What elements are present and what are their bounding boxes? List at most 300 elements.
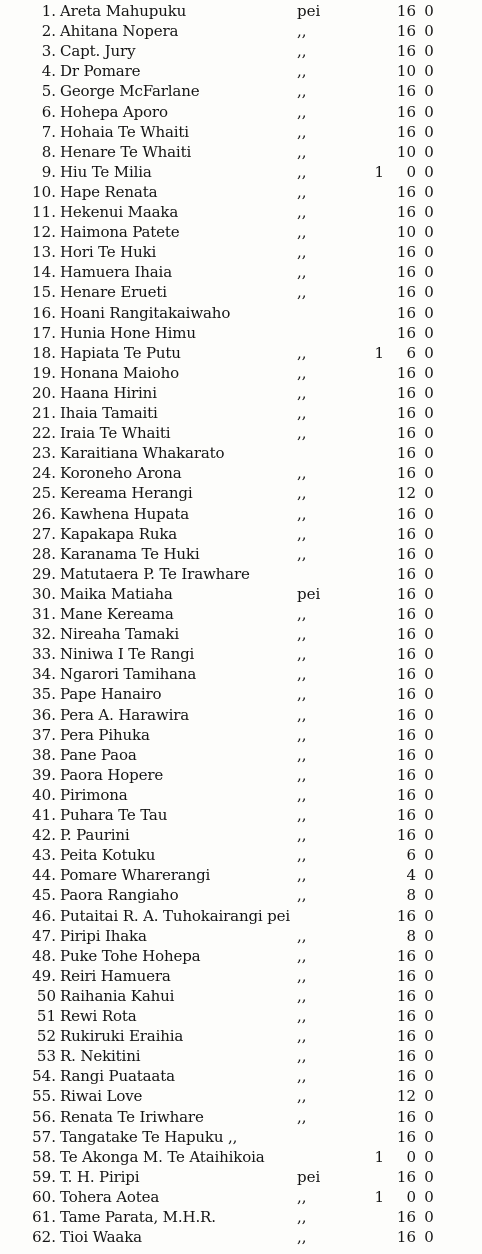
- subscriber-name: Paora Rangiaho: [60, 886, 179, 905]
- amount-shillings: 6: [406, 343, 416, 362]
- list-row: [0, 222, 482, 242]
- amount-pence: 0: [424, 584, 434, 603]
- subscriber-name: Hamuera Ihaia: [60, 263, 172, 282]
- list-row: [0, 262, 482, 282]
- amount-shillings: 4: [406, 866, 416, 885]
- list-row: [0, 1026, 482, 1046]
- ditto-mark: ,,: [297, 404, 307, 422]
- subscriber-name: Pomare Wharerangi: [60, 866, 211, 885]
- list-row: [0, 343, 482, 363]
- entry-number: 4.: [41, 62, 56, 81]
- entry-number: 52: [36, 1027, 56, 1046]
- list-row: [0, 684, 482, 704]
- amount-shillings: 16: [396, 826, 416, 845]
- amount-shillings: 16: [396, 363, 416, 382]
- subscriber-name: Hiu Te Milia: [60, 162, 152, 181]
- ditto-mark: ,,: [297, 524, 307, 543]
- subscriber-name: Tioi Waaka: [60, 1228, 142, 1247]
- list-row: [0, 1086, 482, 1106]
- ditto-mark: ,,: [297, 785, 307, 804]
- ditto-mark: ,,: [297, 725, 307, 744]
- amount-shillings: 16: [396, 645, 416, 664]
- amount-shillings: 10: [396, 142, 416, 161]
- list-row: [0, 1127, 482, 1147]
- list-row: [0, 946, 482, 966]
- ditto-mark: ,,: [297, 1228, 307, 1247]
- entry-number: 7.: [41, 122, 56, 141]
- ditto-mark: ,,: [297, 484, 307, 503]
- amount-pence: 0: [424, 966, 434, 985]
- entry-number: 46.: [32, 906, 56, 925]
- ditto-mark: ,,: [297, 946, 307, 965]
- list-row: [0, 122, 482, 142]
- ditto-mark: ,,: [297, 966, 307, 985]
- list-row: [0, 483, 482, 503]
- list-row: [0, 443, 482, 463]
- list-row: [0, 61, 482, 81]
- subscriber-name: Matutaera P. Te Irawhare: [60, 564, 250, 583]
- amount-shillings: 16: [396, 745, 416, 764]
- list-row: [0, 966, 482, 986]
- entry-number: 54.: [32, 1067, 56, 1086]
- subscriber-name: Haana Hirini: [60, 383, 157, 402]
- amount-shillings: 12: [396, 484, 416, 503]
- subscriber-name: Raihania Kahui: [60, 986, 175, 1005]
- amount-pence: 0: [424, 1007, 434, 1025]
- amount-shillings: 16: [396, 1208, 416, 1226]
- entry-number: 61.: [32, 1208, 56, 1226]
- ditto-mark: ,,: [297, 142, 307, 161]
- amount-pence: 0: [424, 22, 434, 41]
- list-row: [0, 242, 482, 262]
- amount-pence: 0: [424, 162, 434, 181]
- entry-number: 45.: [32, 886, 56, 905]
- amount-pence: 0: [424, 826, 434, 845]
- amount-pence: 0: [424, 182, 434, 201]
- subscriber-name: Mane Kereama: [60, 605, 174, 623]
- subscriber-name: Pape Hanairo: [60, 685, 162, 704]
- entry-number: 6.: [41, 102, 56, 121]
- amount-pence: 0: [424, 1087, 434, 1106]
- entry-number: 11.: [32, 203, 56, 221]
- amount-pence: 0: [424, 705, 434, 724]
- amount-pence: 0: [424, 1187, 434, 1206]
- amount-shillings: 16: [396, 464, 416, 483]
- ditto-mark: ,,: [297, 665, 307, 684]
- list-row: [0, 282, 482, 302]
- amount-shillings: 16: [396, 524, 416, 543]
- amount-pence: 0: [424, 62, 434, 81]
- ditto-mark: ,,: [297, 544, 307, 563]
- subscriber-name: Iraia Te Whaiti: [60, 424, 171, 443]
- list-row: [0, 1227, 482, 1247]
- list-row: [0, 403, 482, 423]
- amount-pence: 0: [424, 102, 434, 121]
- list-row: [0, 1, 482, 21]
- amount-shillings: 8: [406, 926, 416, 945]
- entry-number: 37.: [32, 725, 56, 744]
- amount-shillings: 16: [396, 685, 416, 704]
- list-row: [0, 584, 482, 604]
- entry-number: 41.: [32, 806, 56, 824]
- amount-shillings: 16: [396, 203, 416, 221]
- entry-number: 20.: [32, 383, 56, 402]
- entry-number: 43.: [32, 846, 56, 865]
- list-row: [0, 202, 482, 222]
- ditto-mark: ,,: [297, 826, 307, 845]
- amount-pence: 0: [424, 946, 434, 965]
- list-row: [0, 142, 482, 162]
- amount-shillings: 8: [406, 886, 416, 905]
- subscriber-name: Haimona Patete: [60, 223, 180, 242]
- amount-pence: 0: [424, 645, 434, 664]
- amount-pounds: 1: [374, 1147, 384, 1166]
- entry-number: 8.: [41, 142, 56, 161]
- amount-pence: 0: [424, 625, 434, 644]
- amount-shillings: 16: [396, 102, 416, 121]
- subscriber-name: Ahitana Nopera: [60, 22, 179, 41]
- subscriber-name: Capt. Jury: [60, 42, 136, 61]
- entry-number: 23.: [32, 444, 56, 463]
- amount-pence: 0: [424, 665, 434, 684]
- ditto-mark: ,,: [297, 182, 307, 201]
- subscriber-name: Areta Mahupuku: [60, 2, 187, 20]
- entry-number: 51: [36, 1007, 56, 1025]
- entry-number: 59.: [32, 1167, 56, 1186]
- list-row: [0, 504, 482, 524]
- amount-shillings: 16: [396, 605, 416, 623]
- amount-shillings: 16: [396, 986, 416, 1005]
- amount-pence: 0: [424, 424, 434, 443]
- amount-pounds: 1: [374, 343, 384, 362]
- amount-pence: 0: [424, 1027, 434, 1046]
- subscriber-name: Hekenui Maaka: [60, 203, 179, 221]
- list-row: [0, 323, 482, 343]
- amount-shillings: 16: [396, 1047, 416, 1066]
- subscriber-name: T. H. Piripi: [60, 1167, 140, 1186]
- entry-number: 9.: [41, 162, 56, 181]
- amount-shillings: 16: [396, 1027, 416, 1046]
- subscriber-name: Hori Te Huki: [60, 243, 157, 262]
- ditto-mark: ,,: [297, 223, 307, 242]
- amount-pence: 0: [424, 926, 434, 945]
- list-row: [0, 885, 482, 905]
- ditto-mark: ,,: [297, 1047, 307, 1066]
- subscriber-name: Henare Erueti: [60, 283, 167, 302]
- ditto-mark: ,,: [297, 62, 307, 81]
- subscriber-name: Dr Pomare: [60, 62, 141, 81]
- list-row: [0, 1167, 482, 1187]
- subscriber-name: Koroneho Arona: [60, 464, 182, 483]
- ditto-mark: ,,: [297, 765, 307, 784]
- amount-shillings: 0: [406, 1147, 416, 1166]
- amount-pence: 0: [424, 564, 434, 583]
- subscriber-name: Karanama Te Huki: [60, 544, 200, 563]
- amount-pence: 0: [424, 544, 434, 563]
- entry-number: 49.: [32, 966, 56, 985]
- entry-number: 16.: [32, 303, 56, 322]
- amount-pence: 0: [424, 82, 434, 101]
- list-row: [0, 162, 482, 182]
- list-row: [0, 524, 482, 544]
- entry-number: 56.: [32, 1107, 56, 1126]
- subscriber-name: Karaitiana Whakarato: [60, 444, 225, 463]
- ditto-mark: ,,: [297, 1208, 307, 1226]
- amount-shillings: 16: [396, 785, 416, 804]
- amount-shillings: 16: [396, 444, 416, 463]
- amount-pence: 0: [424, 223, 434, 242]
- ditto-mark: ,,: [297, 243, 307, 262]
- ditto-mark: ,,: [297, 1007, 307, 1025]
- entry-number: 34.: [32, 665, 56, 684]
- list-row: [0, 644, 482, 664]
- subscriber-name: Hunia Hone Himu: [60, 323, 196, 342]
- list-row: [0, 463, 482, 483]
- list-row: [0, 1147, 482, 1167]
- list-row: [0, 1066, 482, 1086]
- subscriber-name: Puke Tohe Hohepa: [60, 946, 201, 965]
- entry-number: 50: [36, 986, 56, 1005]
- amount-shillings: 12: [396, 1087, 416, 1106]
- ditto-mark: ,,: [297, 464, 307, 483]
- ditto-mark: ,,: [297, 806, 307, 824]
- entry-number: 24.: [32, 464, 56, 483]
- subscriber-name: Paora Hopere: [60, 765, 164, 784]
- amount-pence: 0: [424, 745, 434, 764]
- subscriber-name: Honana Maioho: [60, 363, 179, 382]
- list-row: [0, 745, 482, 765]
- list-row: [0, 705, 482, 725]
- amount-pence: 0: [424, 1228, 434, 1247]
- amount-shillings: 16: [396, 263, 416, 282]
- amount-shillings: 16: [396, 906, 416, 925]
- entry-number: 19.: [32, 363, 56, 382]
- subscriber-name: Ngarori Tamihana: [60, 665, 197, 684]
- list-row: [0, 604, 482, 624]
- ditto-mark: ,,: [297, 846, 307, 865]
- entry-number: 38.: [32, 745, 56, 764]
- subscriber-name: Puhara Te Tau: [60, 806, 168, 824]
- subscriber-name: Kereama Herangi: [60, 484, 193, 503]
- entry-number: 5.: [41, 82, 56, 101]
- list-row: [0, 664, 482, 684]
- amount-shillings: 16: [396, 1228, 416, 1247]
- subscriber-name: Rewi Rota: [60, 1007, 137, 1025]
- entry-number: 33.: [32, 645, 56, 664]
- amount-shillings: 16: [396, 725, 416, 744]
- list-row: [0, 423, 482, 443]
- entry-number: 53: [36, 1047, 56, 1066]
- ditto-mark: ,,: [297, 82, 307, 101]
- list-row: [0, 41, 482, 61]
- subscriber-name: R. Nekitini: [60, 1047, 141, 1066]
- list-row: [0, 21, 482, 41]
- entry-number: 58.: [32, 1147, 56, 1166]
- amount-shillings: 16: [396, 1067, 416, 1086]
- entry-number: 47.: [32, 926, 56, 945]
- amount-pence: 0: [424, 906, 434, 925]
- amount-pence: 0: [424, 524, 434, 543]
- ditto-mark: ,,: [297, 42, 307, 61]
- ditto-mark: ,,: [297, 122, 307, 141]
- subscriber-name: Tame Parata, M.H.R.: [60, 1208, 216, 1226]
- entry-number: 42.: [32, 826, 56, 845]
- entry-number: 55.: [32, 1087, 56, 1106]
- entry-number: 57.: [32, 1127, 56, 1146]
- amount-shillings: 16: [396, 504, 416, 523]
- entry-number: 35.: [32, 685, 56, 704]
- amount-pence: 0: [424, 886, 434, 905]
- subscriber-name: Tangatake Te Hapuku ,,: [60, 1127, 238, 1146]
- subscriber-name: Kawhena Hupata: [60, 504, 190, 523]
- amount-pence: 0: [424, 1127, 434, 1146]
- amount-pence: 0: [424, 866, 434, 885]
- amount-shillings: 16: [396, 1007, 416, 1025]
- amount-pence: 0: [424, 404, 434, 422]
- amount-shillings: 16: [396, 122, 416, 141]
- amount-shillings: 16: [396, 243, 416, 262]
- entry-number: 40.: [32, 785, 56, 804]
- amount-pence: 0: [424, 1147, 434, 1166]
- entry-number: 26.: [32, 504, 56, 523]
- amount-pence: 0: [424, 685, 434, 704]
- ditto-mark: ,,: [297, 1067, 307, 1086]
- amount-pence: 0: [424, 42, 434, 61]
- amount-shillings: 16: [396, 2, 416, 20]
- subscriber-name: Pane Paoa: [60, 745, 137, 764]
- ditto-mark: ,,: [297, 504, 307, 523]
- entry-number: 60.: [32, 1187, 56, 1206]
- subscriber-name: Putaitai R. A. Tuhokairangi pei: [60, 906, 291, 925]
- list-row: [0, 765, 482, 785]
- amount-pence: 0: [424, 122, 434, 141]
- ditto-mark: ,,: [297, 705, 307, 724]
- ditto-mark: ,,: [297, 102, 307, 121]
- subscriber-name: Renata Te Iriwhare: [60, 1107, 204, 1126]
- list-row: [0, 624, 482, 644]
- amount-shillings: 16: [396, 303, 416, 322]
- entry-number: 30.: [32, 584, 56, 603]
- amount-pence: 0: [424, 263, 434, 282]
- amount-shillings: 16: [396, 665, 416, 684]
- amount-pence: 0: [424, 383, 434, 402]
- list-row: [0, 1207, 482, 1227]
- ditto-mark: ,,: [297, 685, 307, 704]
- subscriber-name: Hohepa Aporo: [60, 102, 168, 121]
- ditto-mark: ,,: [297, 605, 307, 623]
- ditto-mark: ,,: [297, 926, 307, 945]
- list-row: [0, 926, 482, 946]
- list-row: [0, 363, 482, 383]
- list-row: [0, 845, 482, 865]
- amount-shillings: 16: [396, 806, 416, 824]
- entry-number: 25.: [32, 484, 56, 503]
- entry-number: 31.: [32, 605, 56, 623]
- subscriber-name: Tohera Aotea: [60, 1187, 160, 1206]
- subscriber-name: Ihaia Tamaiti: [60, 404, 158, 422]
- subscriber-name: Maika Matiaha: [60, 584, 173, 603]
- list-row: [0, 383, 482, 403]
- entry-number: 29.: [32, 564, 56, 583]
- entry-number: 27.: [32, 524, 56, 543]
- amount-pence: 0: [424, 846, 434, 865]
- subscriber-name: Rangi Puataata: [60, 1067, 175, 1086]
- entry-number: 17.: [32, 323, 56, 342]
- amount-shillings: 6: [406, 846, 416, 865]
- amount-pence: 0: [424, 203, 434, 221]
- subscriber-name: Henare Te Whaiti: [60, 142, 192, 161]
- subscriber-name: Pirimona: [60, 785, 128, 804]
- amount-shillings: 0: [406, 162, 416, 181]
- subscriber-name: Hape Renata: [60, 182, 158, 201]
- ditto-mark: ,,: [297, 383, 307, 402]
- ditto-mark: ,,: [297, 866, 307, 885]
- amount-shillings: 16: [396, 42, 416, 61]
- amount-shillings: 10: [396, 62, 416, 81]
- entry-number: 14.: [32, 263, 56, 282]
- amount-pence: 0: [424, 1167, 434, 1186]
- list-row: [0, 865, 482, 885]
- ditto-mark: ,,: [297, 886, 307, 905]
- subscriber-name: Piripi Ihaka: [60, 926, 147, 945]
- list-row: [0, 182, 482, 202]
- ditto-mark: ,,: [297, 1087, 307, 1106]
- amount-pence: 0: [424, 725, 434, 744]
- amount-shillings: 16: [396, 424, 416, 443]
- list-row: [0, 544, 482, 564]
- ditto-mark: ,,: [297, 1187, 307, 1206]
- entry-number: 2.: [41, 22, 56, 41]
- entry-number: 48.: [32, 946, 56, 965]
- amount-pence: 0: [424, 1067, 434, 1086]
- subscriber-name: Rukiruki Eraihia: [60, 1027, 184, 1046]
- subscriber-name: George McFarlane: [60, 82, 200, 101]
- entry-number: 18.: [32, 343, 56, 362]
- amount-shillings: 16: [396, 966, 416, 985]
- ditto-mark: ,,: [297, 645, 307, 664]
- ditto-mark: ,,: [297, 263, 307, 282]
- list-row: [0, 785, 482, 805]
- amount-pence: 0: [424, 464, 434, 483]
- amount-shillings: 10: [396, 223, 416, 242]
- amount-pence: 0: [424, 363, 434, 382]
- list-row: [0, 1006, 482, 1026]
- ditto-mark: ,,: [297, 986, 307, 1005]
- subscriber-name: Nireaha Tamaki: [60, 625, 180, 644]
- list-row: [0, 805, 482, 825]
- amount-pence: 0: [424, 343, 434, 362]
- ditto-mark: pei: [297, 1167, 321, 1186]
- amount-shillings: 16: [396, 182, 416, 201]
- list-row: [0, 725, 482, 745]
- amount-shillings: 16: [396, 584, 416, 603]
- list-row: [0, 564, 482, 584]
- subscriber-name: Peita Kotuku: [60, 846, 156, 865]
- ditto-mark: pei: [297, 2, 321, 20]
- entry-number: 39.: [32, 765, 56, 784]
- amount-pence: 0: [424, 142, 434, 161]
- entry-number: 44.: [32, 866, 56, 885]
- ditto-mark: ,,: [297, 363, 307, 382]
- entry-number: 15.: [32, 283, 56, 302]
- amount-pence: 0: [424, 2, 434, 20]
- ditto-mark: ,,: [297, 283, 307, 302]
- list-row: [0, 81, 482, 101]
- entry-number: 10.: [32, 182, 56, 201]
- list-row: [0, 986, 482, 1006]
- amount-shillings: 16: [396, 1107, 416, 1126]
- amount-shillings: 16: [396, 564, 416, 583]
